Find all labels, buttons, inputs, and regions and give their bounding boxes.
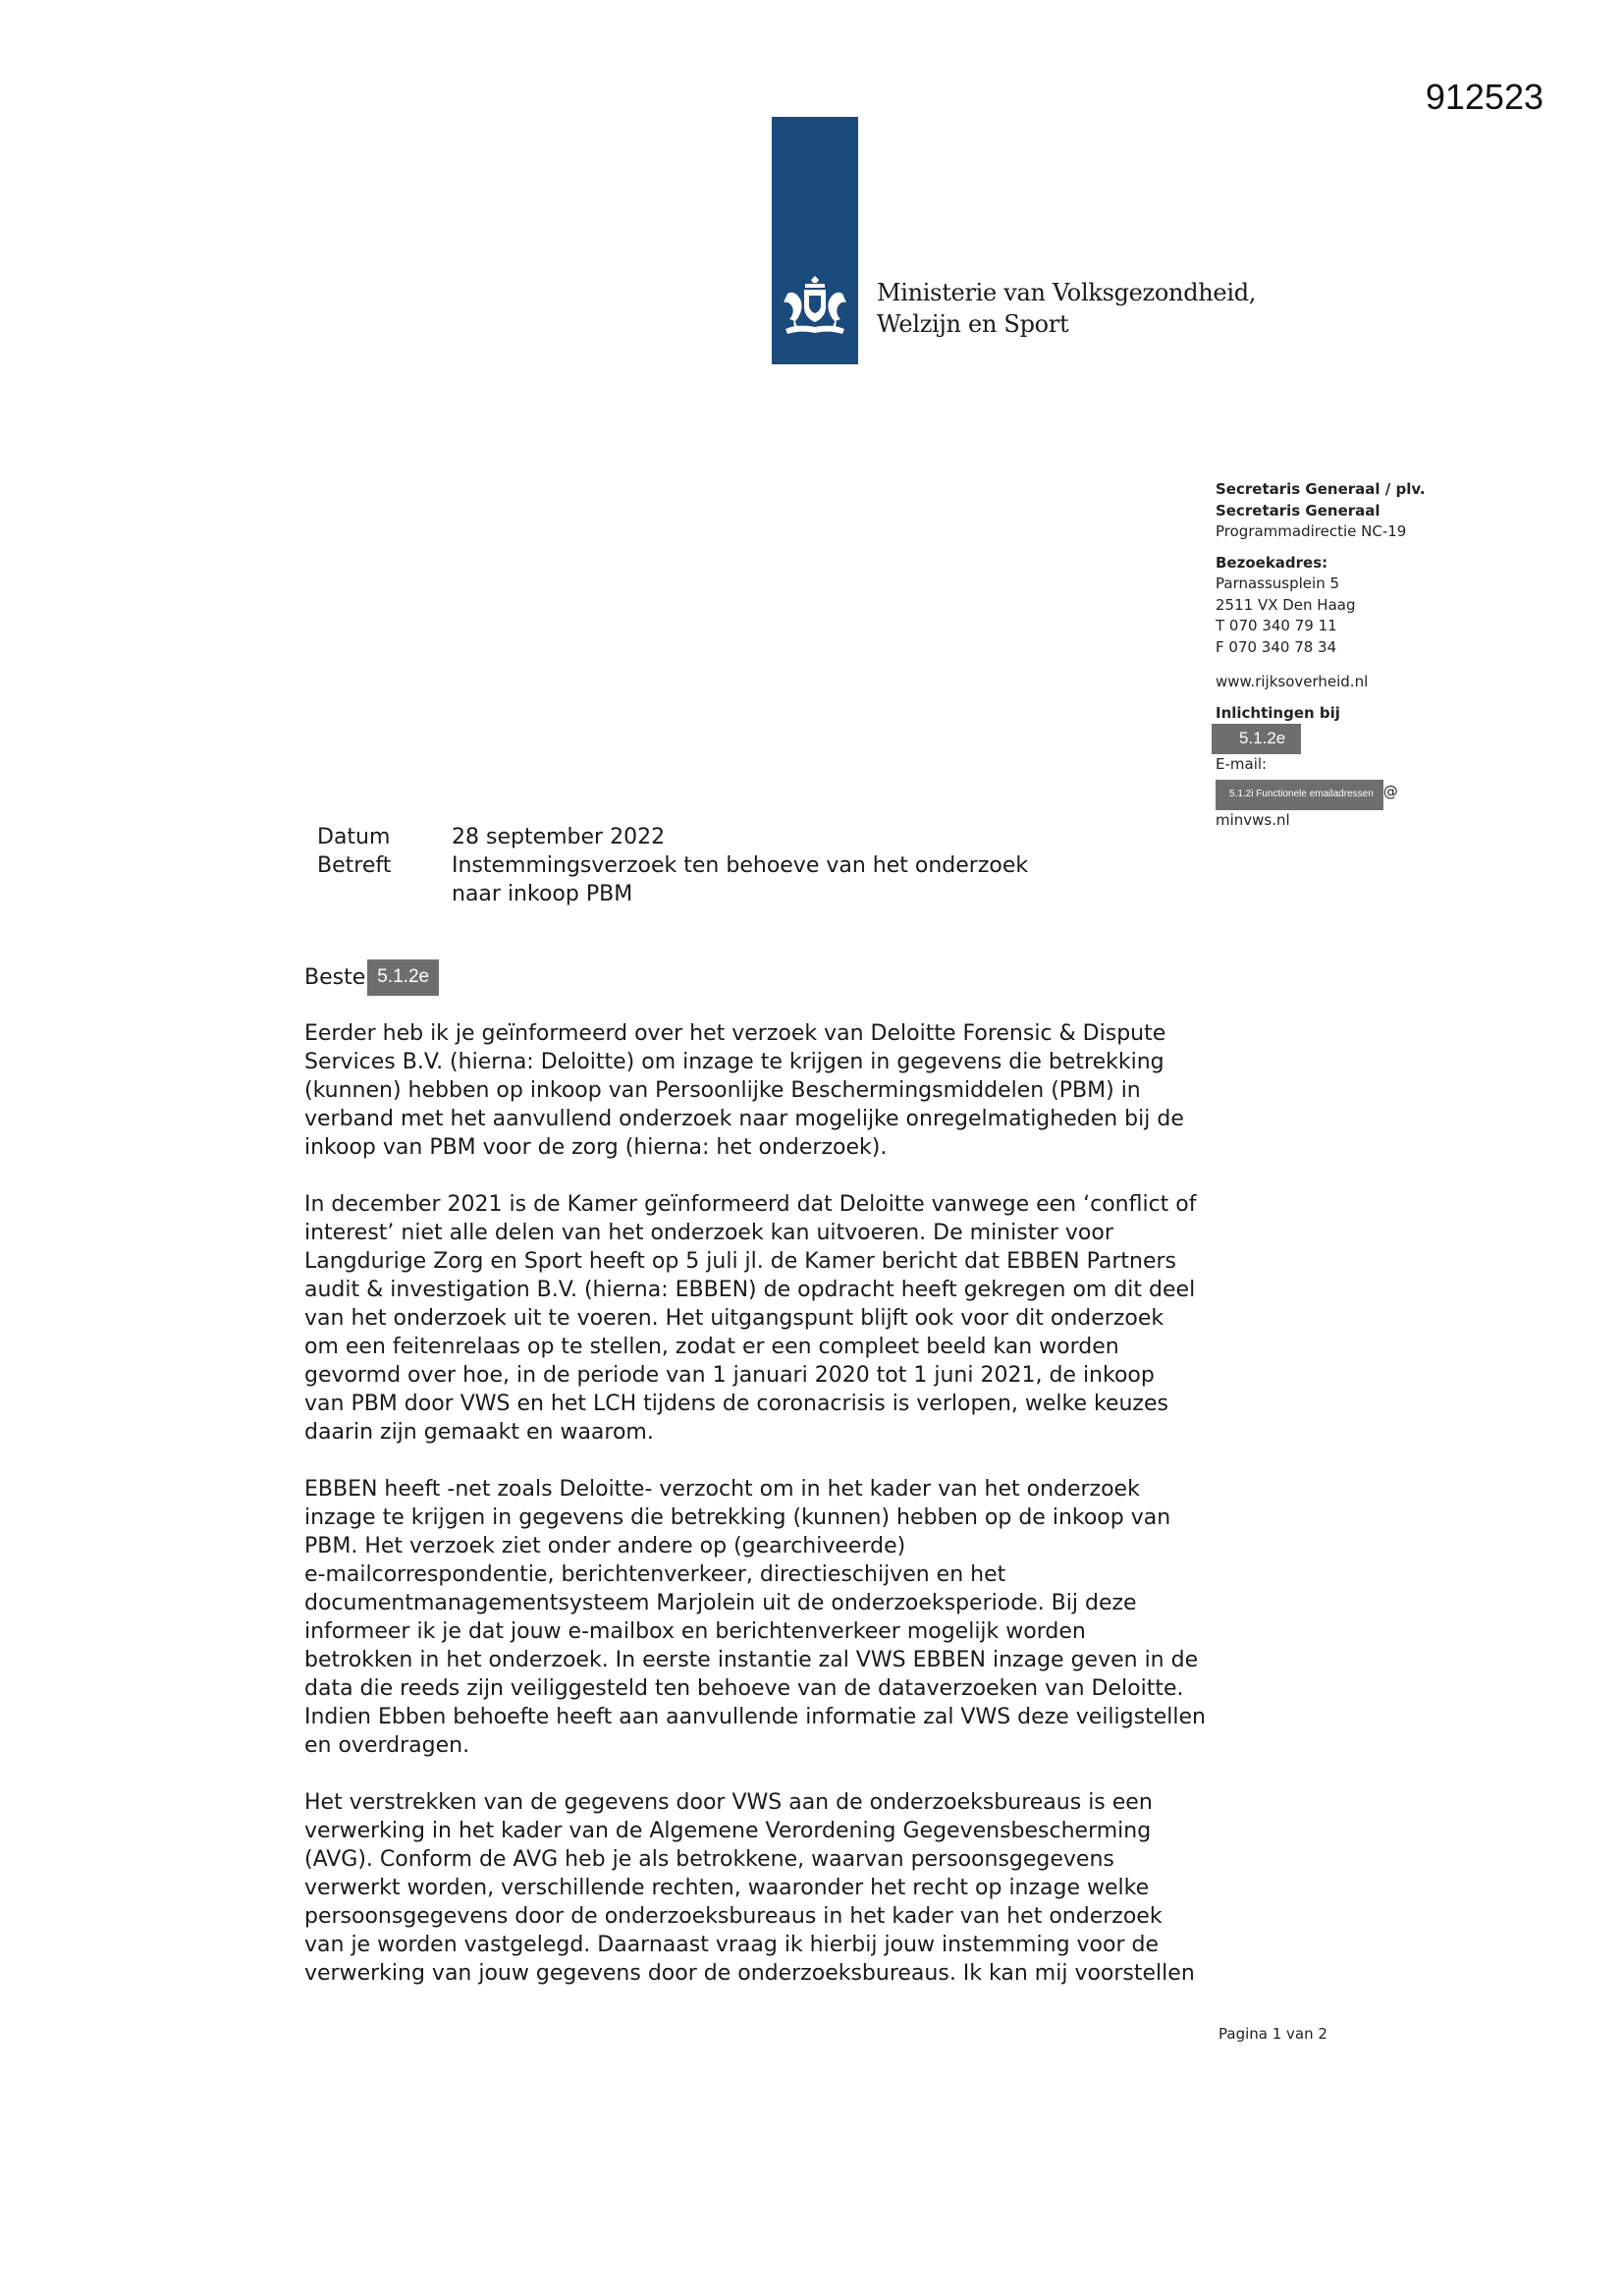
body-paragraph — [304, 1019, 1208, 1162]
body-line: data die reeds zijn veiliggesteld ten behoeve van de dataverzoeken van Deloitte. — [304, 1676, 1184, 1701]
info-heading: Inlichtingen bij — [1216, 703, 1340, 722]
body-line: van het onderzoek uit te voeren. Het uitgangspunt blijft ook voor dit onderzoek — [304, 1306, 1164, 1331]
fax: F 070 340 78 34 — [1216, 637, 1337, 656]
ministry-name-line1: Ministerie van Volksgezondheid, — [877, 279, 1257, 306]
coat-of-arms-icon — [778, 274, 852, 349]
body-line: interest’ niet alle delen van het onderzoek kan uitvoeren. De minister voor — [304, 1221, 1113, 1245]
body-line: persoonsgegevens door de onderzoeksbureaus in het kader van het onderzoek — [304, 1904, 1163, 1929]
ministry-name — [877, 277, 1256, 340]
date-value: 28 september 2022 — [452, 825, 666, 849]
body-line: Eerder heb ik je geïnformeerd over het verzoek van Deloitte Forensic & Dispute — [304, 1021, 1166, 1046]
body-line: Indien Ebben behoefte heeft aan aanvullende informatie zal VWS deze veiligstellen — [304, 1705, 1206, 1729]
body-paragraph — [304, 1475, 1208, 1760]
body-line: verwerking van jouw gegevens door de onderzoeksbureaus. Ik kan mij voorstellen — [304, 1961, 1195, 1986]
body-line: inzage te krijgen in gegevens die betrekking (kunnen) hebben op de inkoop van — [304, 1505, 1171, 1530]
redaction-box: 5.1.2e — [1212, 724, 1301, 754]
body-line: informeer ik je dat jouw e-mailbox en berichtenverkeer mogelijk worden — [304, 1619, 1086, 1644]
body-line: om een feitenrelaas op te stellen, zodat er een compleet beeld kan worden — [304, 1335, 1119, 1359]
website: www.rijksoverheid.nl — [1216, 673, 1369, 690]
body-line: Services B.V. (hierna: Deloitte) om inzage te krijgen in gegevens die betrekking — [304, 1050, 1164, 1074]
sender-sidebar — [1216, 479, 1490, 831]
department: Programmadirectie NC-19 — [1216, 522, 1407, 540]
salutation-text: Beste — [304, 965, 366, 990]
visit-address-heading: Bezoekadres: — [1216, 553, 1328, 572]
email-label: E-mail: — [1216, 755, 1268, 773]
body-line: verwerkt worden, verschillende rechten, waaronder het recht op inzage welke — [304, 1876, 1150, 1900]
phone: T 070 340 79 11 — [1216, 617, 1337, 634]
page-number: Pagina 1 van 2 — [1218, 2025, 1327, 2043]
subject-value — [452, 851, 1080, 908]
body-line: inkoop van PBM voor de zorg (hierna: het onderzoek). — [304, 1135, 888, 1160]
letter-meta — [317, 823, 1080, 908]
ministry-name-line2: Welzijn en Sport — [877, 310, 1069, 338]
body-line: documentmanagementsysteem Marjolein uit de onderzoeksperiode. Bij deze — [304, 1591, 1137, 1615]
street: Parnassusplein 5 — [1216, 574, 1340, 592]
body-line: In december 2021 is de Kamer geïnformeerd dat Deloitte vanwege een ‘conflict of — [304, 1192, 1197, 1217]
body-paragraph — [304, 1190, 1208, 1447]
postal-city: 2511 VX Den Haag — [1216, 595, 1356, 614]
subject-label: Betreft — [317, 853, 392, 878]
body-line: van je worden vastgelegd. Daarnaast vraag ik hierbij jouw instemming voor de — [304, 1933, 1160, 1957]
sender-title-2: Secretaris Generaal — [1216, 501, 1380, 519]
subject-line: Instemmingsverzoek ten behoeve van het onderzoek — [452, 853, 1029, 878]
body-line: EBBEN heeft -net zoals Deloitte- verzocht om in het kader van het onderzoek — [304, 1477, 1140, 1502]
body-line: van PBM door VWS en het LCH tijdens de coronacrisis is verlopen, welke keuzes — [304, 1392, 1168, 1416]
body-line: verband met het aanvullend onderzoek naar mogelijke onregelmatigheden bij de — [304, 1107, 1184, 1131]
letter-body — [304, 1019, 1208, 2016]
body-line: (AVG). Conform de AVG heb je als betrokkene, waarvan persoonsgegevens — [304, 1847, 1114, 1872]
body-line: PBM. Het verzoek ziet onder andere op (gearchiveerde) — [304, 1534, 906, 1558]
date-label: Datum — [317, 825, 391, 849]
email-domain: minvws.nl — [1216, 810, 1290, 829]
body-line: gevormd over hoe, in de periode van 1 januari 2020 tot 1 juni 2021, de inkoop — [304, 1363, 1155, 1388]
body-paragraph — [304, 1788, 1208, 1988]
body-line: audit & investigation B.V. (hierna: EBBEN) de opdracht heeft gekregen om dit deel — [304, 1278, 1196, 1302]
body-line: verwerking in het kader van de Algemene Verordening Gegevensbescherming — [304, 1819, 1152, 1843]
document-number: 912523 — [1425, 77, 1543, 117]
salutation — [304, 959, 439, 996]
redaction-box: 5.1.2e — [367, 959, 439, 996]
body-line: daarin zijn gemaakt en waarom. — [304, 1420, 654, 1445]
redaction-box: 5.1.2i Functionele emailadressen — [1216, 780, 1383, 810]
subject-line: naar inkoop PBM — [452, 882, 633, 906]
body-line: (kunnen) hebben op inkoop van Persoonlijke Beschermingsmiddelen (PBM) in — [304, 1078, 1141, 1103]
body-line: e-mailcorrespondentie, berichtenverkeer, directieschijven en het — [304, 1562, 1006, 1587]
rijksoverheid-logo-bar — [772, 117, 858, 364]
body-line: Het verstrekken van de gegevens door VWS aan de onderzoeksbureaus is een — [304, 1790, 1153, 1815]
sender-title: Secretaris Generaal / plv. — [1216, 480, 1426, 498]
body-line: betrokken in het onderzoek. In eerste instantie zal VWS EBBEN inzage geven in de — [304, 1648, 1199, 1672]
body-line: Langdurige Zorg en Sport heeft op 5 juli jl. de Kamer bericht dat EBBEN Partners — [304, 1249, 1177, 1274]
email-at: @ — [1382, 782, 1398, 800]
body-line: en overdragen. — [304, 1733, 470, 1758]
